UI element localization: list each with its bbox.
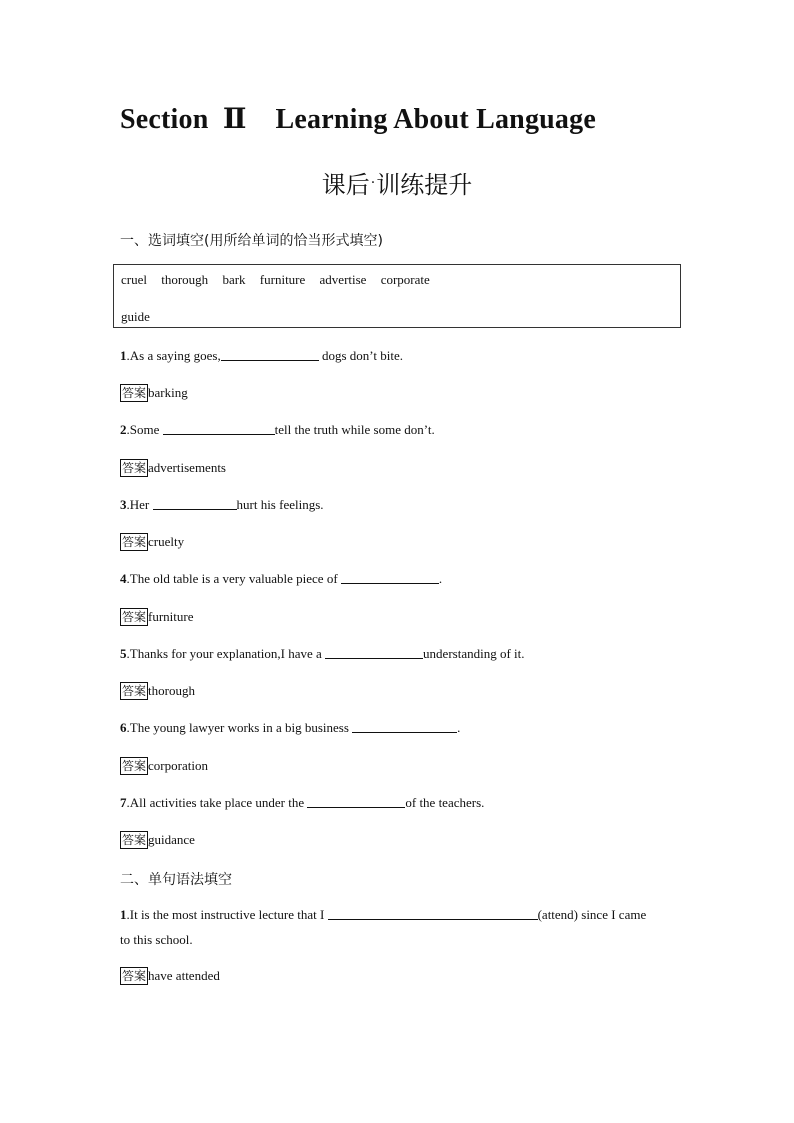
word-bank-item: thorough: [161, 272, 209, 287]
question-number: 2: [120, 422, 127, 437]
answer-blank[interactable]: [153, 497, 237, 510]
answer-text: guidance: [148, 832, 195, 847]
answer-blank[interactable]: [341, 571, 439, 584]
word-bank-box: [113, 264, 681, 328]
answer-text: advertisements: [148, 460, 226, 475]
question-text: .The young lawyer works in a big business: [126, 720, 353, 735]
question-number: 7: [120, 795, 127, 810]
subtitle-right: 训练提升: [376, 171, 473, 199]
answer-tag: 答案: [122, 759, 147, 773]
question-text-continued: to this school.: [120, 932, 193, 947]
question-text: of the teachers.: [405, 795, 485, 810]
answer-blank[interactable]: [163, 422, 275, 435]
question-text: .: [438, 571, 443, 586]
answer-tag: 答案: [122, 684, 147, 698]
answer-text: furniture: [148, 609, 194, 624]
question-text: .It is the most instructive lecture that I: [126, 907, 328, 922]
answer-tag: 答案: [122, 461, 147, 475]
answer-text: have attended: [148, 968, 220, 983]
answer-1: [120, 384, 188, 402]
word-bank-item: guide: [121, 309, 150, 324]
question-number: 3: [120, 497, 127, 512]
answer-6: [120, 757, 208, 775]
word-bank-item: bark: [222, 272, 246, 287]
word-bank-item: corporate: [380, 272, 430, 287]
answer-tag: 答案: [122, 969, 147, 983]
subtitle-left: 课后: [321, 171, 370, 199]
answer-blank[interactable]: [352, 720, 457, 733]
grammar-question-1: [120, 907, 646, 923]
question-text: .Some: [126, 422, 163, 437]
question-6: [120, 720, 460, 736]
answer-tag: 答案: [122, 535, 147, 549]
page-subtitle: [0, 165, 794, 200]
question-4: [120, 571, 442, 587]
answer-7: [120, 831, 195, 849]
question-3: [120, 497, 324, 513]
question-number: 4: [120, 571, 127, 586]
question-text: .: [457, 720, 461, 735]
question-1: [120, 348, 403, 364]
word-bank-item: furniture: [259, 272, 306, 287]
subtitle-dot: ·: [370, 175, 376, 191]
question-5: [120, 646, 525, 662]
answer-blank[interactable]: [325, 646, 423, 659]
question-text: dogs don’t bite.: [318, 348, 404, 363]
answer-blank[interactable]: [328, 907, 538, 920]
question-text: .Her: [126, 497, 153, 512]
question-7: [120, 795, 484, 811]
word-bank-row1: [121, 272, 441, 288]
section2-heading: 二、单句语法填空: [120, 872, 232, 888]
answer-text: thorough: [148, 683, 195, 698]
answer-tag: 答案: [122, 833, 147, 847]
question-number: 1: [120, 907, 127, 922]
question-2: [120, 422, 435, 438]
question-text: tell the truth while some don’t.: [274, 422, 435, 437]
answer-tag: 答案: [122, 386, 147, 400]
answer-text: corporation: [148, 758, 208, 773]
answer-2: [120, 459, 226, 477]
answer-blank[interactable]: [221, 348, 319, 361]
answer-4: [120, 608, 194, 626]
question-text: hurt his feelings.: [236, 497, 324, 512]
grammar-answer-1: [120, 967, 220, 985]
question-text: understanding of it.: [423, 646, 525, 661]
word-bank-item: cruel: [121, 272, 147, 287]
question-text: .Thanks for your explanation,I have a: [126, 646, 326, 661]
question-text: .The old table is a very valuable piece of: [126, 571, 341, 586]
question-text: .As a saying goes,: [126, 348, 221, 363]
page-title: Section Ⅱ Learning About Language: [120, 104, 596, 135]
answer-5: [120, 682, 195, 700]
question-text: .All activities take place under the: [126, 795, 308, 810]
answer-3: [120, 533, 184, 551]
answer-text: barking: [148, 385, 188, 400]
section1-heading: 一、选词填空(用所给单词的恰当形式填空): [120, 233, 383, 249]
answer-blank[interactable]: [307, 795, 405, 808]
answer-tag: 答案: [122, 610, 147, 624]
question-number: 1: [120, 348, 127, 363]
word-bank-item: advertise: [319, 272, 367, 287]
question-number: 5: [120, 646, 127, 661]
question-text: (attend) since I came: [537, 907, 647, 922]
answer-text: cruelty: [148, 534, 185, 549]
question-number: 6: [120, 720, 127, 735]
